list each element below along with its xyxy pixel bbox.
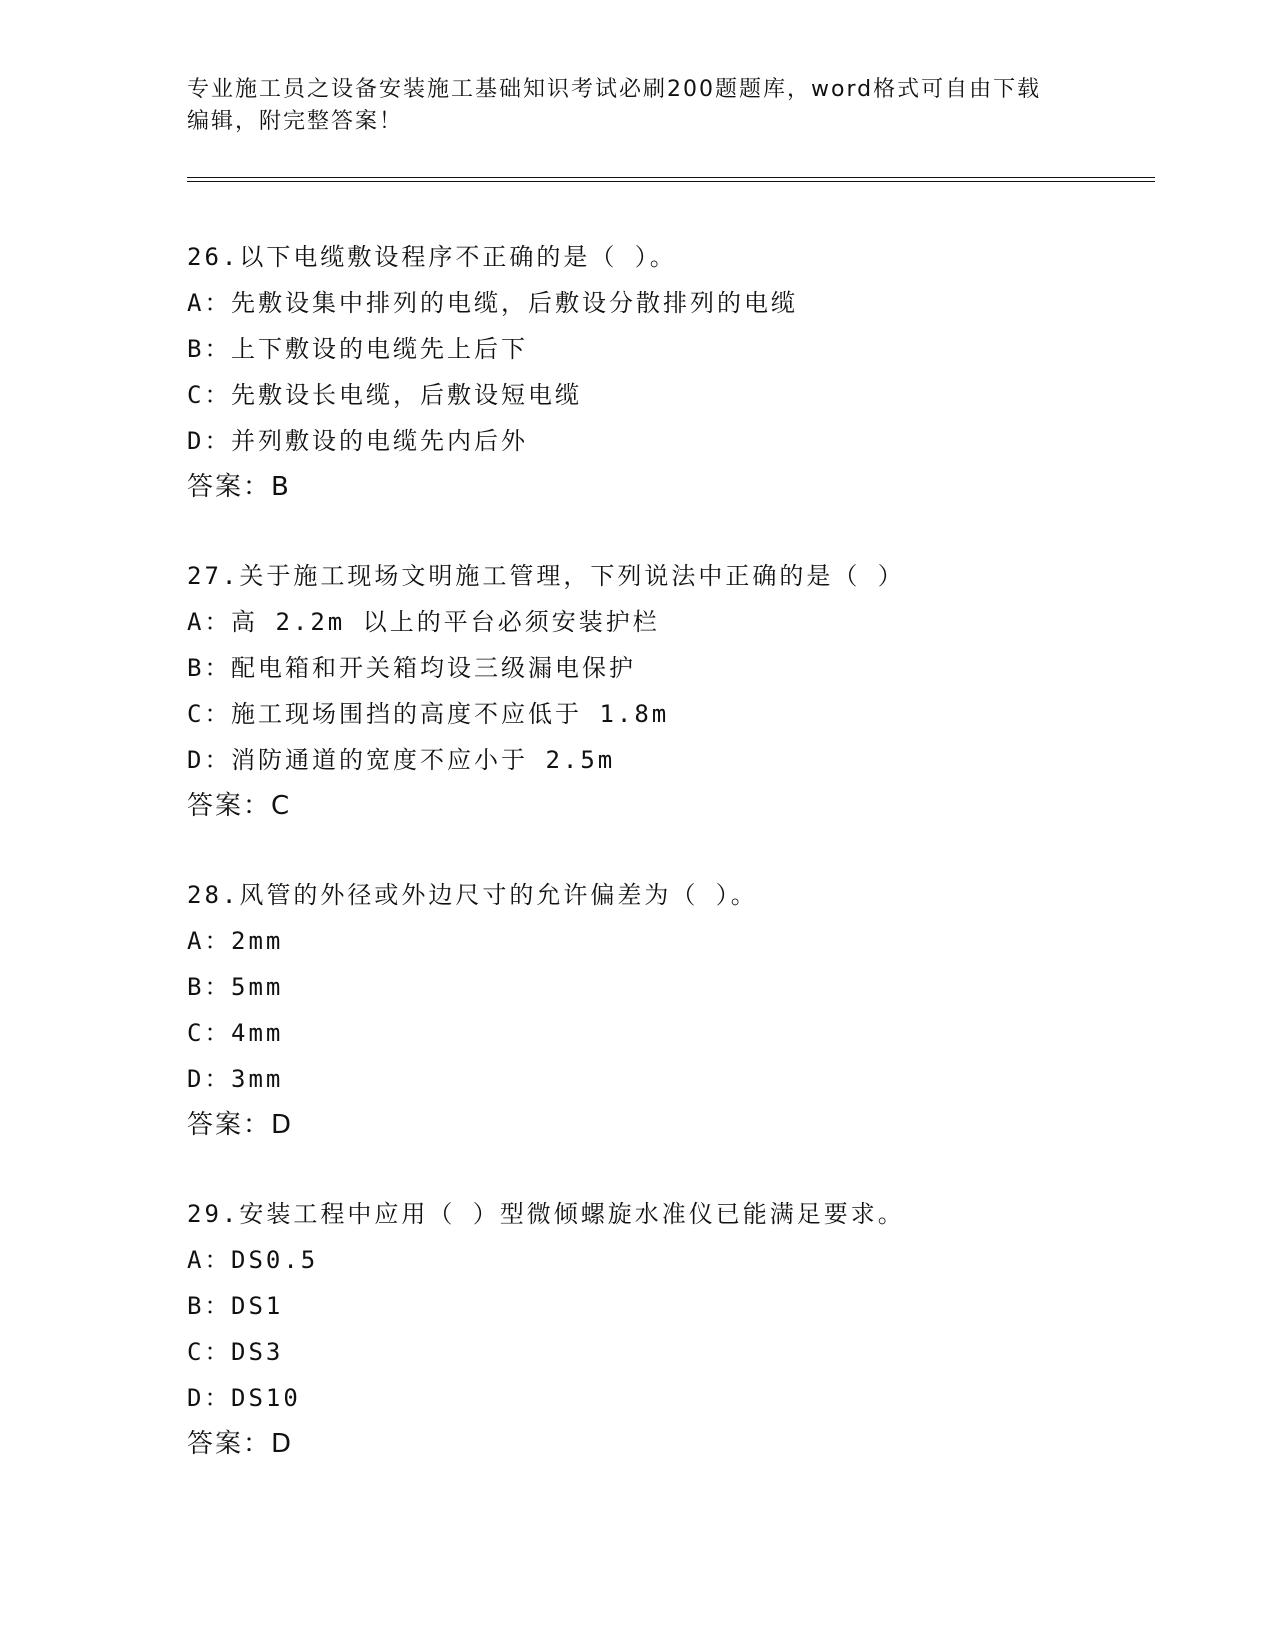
answer-line: 答案：B	[187, 472, 291, 502]
option-a	[187, 1237, 1147, 1283]
question-stem: 29.安装工程中应用（ ）型微倾螺旋水准仪已能满足要求。	[187, 1200, 905, 1228]
header-double-rule	[187, 177, 1155, 182]
option-text: 上下敷设的电缆先上后下	[231, 335, 528, 363]
option-b	[187, 964, 1147, 1010]
option-letter: B：	[187, 654, 232, 682]
option-letter: A：	[187, 1246, 232, 1274]
question-27	[187, 553, 1147, 829]
option-d	[187, 1375, 1147, 1421]
option-b	[187, 1283, 1147, 1329]
option-letter: A：	[187, 608, 232, 636]
question-stem: 26.以下电缆敷设程序不正确的是（ ）。	[187, 243, 677, 271]
question-stem: 28.风管的外径或外边尺寸的允许偏差为（ ）。	[187, 881, 758, 909]
answer-line: 答案：D	[187, 1429, 294, 1459]
option-text: DS0.5	[231, 1246, 319, 1274]
option-c	[187, 691, 1147, 737]
answer-line: 答案：C	[187, 791, 292, 821]
option-letter: B：	[187, 335, 232, 363]
question-26	[187, 234, 1147, 510]
option-letter: D：	[187, 1065, 232, 1093]
option-letter: B：	[187, 973, 232, 1001]
option-text: 先敷设长电缆，后敷设短电缆	[231, 381, 582, 409]
option-text: DS10	[231, 1384, 301, 1412]
option-text: 配电箱和开关箱均设三级漏电保护	[231, 654, 636, 682]
option-letter: B：	[187, 1292, 232, 1320]
option-text: 3mm	[231, 1065, 284, 1093]
option-text: 并列敷设的电缆先内后外	[231, 427, 528, 455]
option-text: 高 2.2m 以上的平台必须安装护栏	[231, 608, 660, 636]
option-letter: A：	[187, 927, 232, 955]
option-text: 消防通道的宽度不应小于 2.5m	[231, 746, 616, 774]
option-letter: D：	[187, 746, 232, 774]
option-text: 先敷设集中排列的电缆，后敷设分散排列的电缆	[231, 289, 798, 317]
option-text: DS1	[231, 1292, 284, 1320]
option-text: 施工现场围挡的高度不应低于 1.8m	[231, 700, 670, 728]
option-letter: D：	[187, 1384, 232, 1412]
option-b	[187, 645, 1147, 691]
option-text: 2mm	[231, 927, 284, 955]
option-b	[187, 326, 1147, 372]
option-a	[187, 280, 1147, 326]
option-d	[187, 418, 1147, 464]
option-d	[187, 1056, 1147, 1102]
option-d	[187, 737, 1147, 783]
option-text: 4mm	[231, 1019, 284, 1047]
question-29	[187, 1191, 1147, 1467]
question-28	[187, 872, 1147, 1148]
answer-line: 答案：D	[187, 1110, 294, 1140]
header-title-line-1: 专业施工员之设备安装施工基础知识考试必刷200题题库，word格式可自由下载	[187, 77, 1042, 102]
option-letter: D：	[187, 427, 232, 455]
option-c	[187, 1010, 1147, 1056]
option-c	[187, 1329, 1147, 1375]
question-stem: 27.关于施工现场文明施工管理，下列说法中正确的是（ ）	[187, 562, 905, 590]
option-letter: A：	[187, 289, 232, 317]
option-letter: C：	[187, 1019, 232, 1047]
document-header	[187, 74, 1087, 138]
option-a	[187, 599, 1147, 645]
option-a	[187, 918, 1147, 964]
option-letter: C：	[187, 700, 232, 728]
option-letter: C：	[187, 381, 232, 409]
option-text: 5mm	[231, 973, 284, 1001]
header-title-line-2: 编辑，附完整答案！	[187, 109, 404, 134]
option-letter: C：	[187, 1338, 232, 1366]
option-c	[187, 372, 1147, 418]
option-text: DS3	[231, 1338, 284, 1366]
